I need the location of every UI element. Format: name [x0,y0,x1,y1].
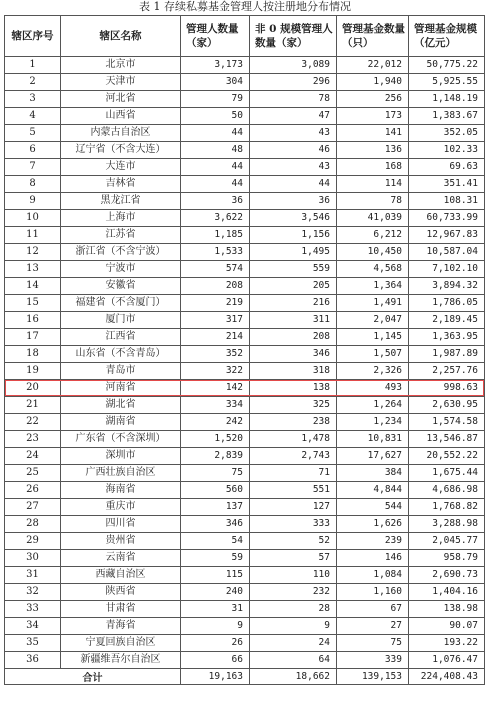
cell-scale: 1,786.05 [409,295,485,312]
cell-funds: 339 [337,652,409,669]
table-row [5,363,485,380]
table-row [5,244,485,261]
cell-region-name: 新疆维吾尔自治区 [61,652,181,669]
cell-non-zero-managers: 64 [250,652,337,669]
cell-funds: 22,012 [337,57,409,74]
cell-scale: 1,076.47 [409,652,485,669]
cell-managers: 50 [181,108,250,125]
cell-managers: 2,839 [181,448,250,465]
cell-region-name: 山东省（不含青岛） [61,346,181,363]
table-row [5,261,485,278]
table-row [5,397,485,414]
table-row [5,465,485,482]
cell-seq: 3 [5,91,61,108]
cell-region-name: 四川省 [61,516,181,533]
table-row [5,380,485,397]
total-managers: 19,163 [181,669,250,685]
cell-seq: 2 [5,74,61,91]
cell-managers: 334 [181,397,250,414]
table-row [5,295,485,312]
cell-region-name: 重庆市 [61,499,181,516]
cell-scale: 1,404.16 [409,584,485,601]
cell-scale: 4,686.98 [409,482,485,499]
table-row [5,584,485,601]
table-row [5,125,485,142]
cell-funds: 1,626 [337,516,409,533]
cell-managers: 1,520 [181,431,250,448]
table-row [5,550,485,567]
cell-seq: 34 [5,618,61,635]
cell-managers: 9 [181,618,250,635]
cell-seq: 32 [5,584,61,601]
cell-managers: 3,173 [181,57,250,74]
cell-seq: 24 [5,448,61,465]
cell-scale: 2,257.76 [409,363,485,380]
table-row [5,142,485,159]
cell-seq: 18 [5,346,61,363]
cell-funds: 1,491 [337,295,409,312]
cell-managers: 115 [181,567,250,584]
cell-scale: 3,288.98 [409,516,485,533]
cell-non-zero-managers: 36 [250,193,337,210]
cell-scale: 998.63 [409,380,485,397]
cell-non-zero-managers: 325 [250,397,337,414]
cell-managers: 75 [181,465,250,482]
cell-scale: 108.31 [409,193,485,210]
cell-non-zero-managers: 43 [250,159,337,176]
cell-managers: 59 [181,550,250,567]
cell-non-zero-managers: 47 [250,108,337,125]
cell-managers: 322 [181,363,250,380]
table-row [5,91,485,108]
cell-managers: 352 [181,346,250,363]
cell-seq: 28 [5,516,61,533]
header-scale: 管理基金规模（亿元） [409,16,485,57]
cell-region-name: 深圳市 [61,448,181,465]
cell-funds: 256 [337,91,409,108]
cell-funds: 1,084 [337,567,409,584]
cell-non-zero-managers: 52 [250,533,337,550]
cell-managers: 54 [181,533,250,550]
cell-funds: 6,212 [337,227,409,244]
cell-managers: 304 [181,74,250,91]
cell-managers: 1,533 [181,244,250,261]
cell-non-zero-managers: 559 [250,261,337,278]
cell-region-name: 西藏自治区 [61,567,181,584]
cell-region-name: 湖北省 [61,397,181,414]
total-row [5,669,485,685]
cell-non-zero-managers: 238 [250,414,337,431]
cell-funds: 4,568 [337,261,409,278]
cell-funds: 239 [337,533,409,550]
cell-seq: 26 [5,482,61,499]
cell-funds: 544 [337,499,409,516]
cell-seq: 20 [5,380,61,397]
cell-region-name: 天津市 [61,74,181,91]
cell-funds: 1,160 [337,584,409,601]
cell-managers: 242 [181,414,250,431]
table-row [5,278,485,295]
total-funds: 139,153 [337,669,409,685]
cell-scale: 50,775.22 [409,57,485,74]
cell-funds: 493 [337,380,409,397]
table-row [5,567,485,584]
cell-non-zero-managers: 311 [250,312,337,329]
cell-non-zero-managers: 3,089 [250,57,337,74]
cell-funds: 1,145 [337,329,409,346]
cell-region-name: 黑龙江省 [61,193,181,210]
cell-scale: 2,045.77 [409,533,485,550]
cell-funds: 1,507 [337,346,409,363]
cell-managers: 66 [181,652,250,669]
cell-seq: 1 [5,57,61,74]
table-row [5,227,485,244]
cell-managers: 79 [181,91,250,108]
cell-non-zero-managers: 208 [250,329,337,346]
cell-region-name: 福建省（不含厦门） [61,295,181,312]
cell-region-name: 河南省 [61,380,181,397]
cell-seq: 31 [5,567,61,584]
cell-scale: 5,925.55 [409,74,485,91]
cell-scale: 138.98 [409,601,485,618]
cell-scale: 1,363.95 [409,329,485,346]
cell-funds: 2,326 [337,363,409,380]
cell-seq: 10 [5,210,61,227]
cell-funds: 10,831 [337,431,409,448]
total-non-zero-managers: 18,662 [250,669,337,685]
cell-managers: 48 [181,142,250,159]
cell-non-zero-managers: 127 [250,499,337,516]
cell-scale: 1,148.19 [409,91,485,108]
cell-region-name: 宁夏回族自治区 [61,635,181,652]
cell-non-zero-managers: 78 [250,91,337,108]
cell-funds: 141 [337,125,409,142]
table-row [5,533,485,550]
cell-region-name: 江西省 [61,329,181,346]
cell-scale: 1,574.58 [409,414,485,431]
cell-scale: 10,587.04 [409,244,485,261]
cell-managers: 31 [181,601,250,618]
cell-seq: 6 [5,142,61,159]
cell-seq: 29 [5,533,61,550]
cell-non-zero-managers: 318 [250,363,337,380]
cell-funds: 2,047 [337,312,409,329]
table-row [5,210,485,227]
cell-non-zero-managers: 551 [250,482,337,499]
cell-region-name: 山西省 [61,108,181,125]
cell-seq: 4 [5,108,61,125]
table-row [5,516,485,533]
header-funds: 管理基金数量（只） [337,16,409,57]
cell-funds: 67 [337,601,409,618]
table-row [5,329,485,346]
cell-region-name: 陕西省 [61,584,181,601]
cell-funds: 1,940 [337,74,409,91]
cell-seq: 9 [5,193,61,210]
header-non-zero-managers: 非 0 规模管理人数量（家） [250,16,337,57]
cell-funds: 4,844 [337,482,409,499]
cell-non-zero-managers: 43 [250,125,337,142]
cell-managers: 346 [181,516,250,533]
cell-funds: 27 [337,618,409,635]
cell-managers: 240 [181,584,250,601]
cell-scale: 12,967.83 [409,227,485,244]
cell-region-name: 浙江省（不含宁波） [61,244,181,261]
cell-region-name: 北京市 [61,57,181,74]
cell-non-zero-managers: 110 [250,567,337,584]
cell-seq: 8 [5,176,61,193]
cell-managers: 3,622 [181,210,250,227]
cell-non-zero-managers: 3,546 [250,210,337,227]
cell-non-zero-managers: 2,743 [250,448,337,465]
table-row [5,176,485,193]
table-row [5,482,485,499]
cell-non-zero-managers: 71 [250,465,337,482]
cell-funds: 78 [337,193,409,210]
cell-seq: 21 [5,397,61,414]
table-row [5,601,485,618]
cell-funds: 1,264 [337,397,409,414]
cell-managers: 26 [181,635,250,652]
cell-scale: 351.41 [409,176,485,193]
cell-scale: 1,675.44 [409,465,485,482]
table-row [5,193,485,210]
cell-non-zero-managers: 9 [250,618,337,635]
cell-region-name: 江苏省 [61,227,181,244]
cell-scale: 1,987.89 [409,346,485,363]
cell-region-name: 湖南省 [61,414,181,431]
cell-region-name: 吉林省 [61,176,181,193]
cell-seq: 25 [5,465,61,482]
cell-managers: 44 [181,125,250,142]
cell-funds: 146 [337,550,409,567]
cell-region-name: 上海市 [61,210,181,227]
cell-managers: 214 [181,329,250,346]
cell-region-name: 河北省 [61,91,181,108]
cell-scale: 1,383.67 [409,108,485,125]
table-row [5,618,485,635]
table-row [5,74,485,91]
cell-seq: 36 [5,652,61,669]
cell-funds: 168 [337,159,409,176]
cell-seq: 35 [5,635,61,652]
cell-scale: 3,894.32 [409,278,485,295]
cell-seq: 22 [5,414,61,431]
cell-seq: 19 [5,363,61,380]
cell-funds: 17,627 [337,448,409,465]
header-row [5,16,485,57]
table-row [5,108,485,125]
cell-managers: 560 [181,482,250,499]
cell-seq: 5 [5,125,61,142]
cell-scale: 7,102.10 [409,261,485,278]
cell-non-zero-managers: 28 [250,601,337,618]
cell-region-name: 辽宁省（不含大连） [61,142,181,159]
table-row [5,652,485,669]
cell-seq: 30 [5,550,61,567]
cell-seq: 27 [5,499,61,516]
total-label: 合计 [5,669,181,685]
cell-region-name: 青岛市 [61,363,181,380]
cell-scale: 13,546.87 [409,431,485,448]
table-row [5,57,485,74]
cell-non-zero-managers: 24 [250,635,337,652]
cell-managers: 44 [181,159,250,176]
cell-scale: 2,189.45 [409,312,485,329]
cell-non-zero-managers: 296 [250,74,337,91]
cell-non-zero-managers: 232 [250,584,337,601]
total-scale: 224,408.43 [409,669,485,685]
cell-scale: 193.22 [409,635,485,652]
cell-non-zero-managers: 1,156 [250,227,337,244]
cell-funds: 41,039 [337,210,409,227]
table-row [5,499,485,516]
cell-seq: 16 [5,312,61,329]
header-managers: 管理人数量（家） [181,16,250,57]
cell-non-zero-managers: 333 [250,516,337,533]
cell-region-name: 宁波市 [61,261,181,278]
cell-managers: 317 [181,312,250,329]
cell-non-zero-managers: 216 [250,295,337,312]
table-row [5,431,485,448]
cell-funds: 1,364 [337,278,409,295]
cell-region-name: 云南省 [61,550,181,567]
cell-scale: 102.33 [409,142,485,159]
cell-managers: 219 [181,295,250,312]
table-row [5,635,485,652]
cell-seq: 15 [5,295,61,312]
cell-seq: 11 [5,227,61,244]
cell-managers: 208 [181,278,250,295]
cell-managers: 137 [181,499,250,516]
cell-managers: 44 [181,176,250,193]
cell-region-name: 甘肃省 [61,601,181,618]
cell-non-zero-managers: 138 [250,380,337,397]
cell-scale: 1,768.82 [409,499,485,516]
header-name: 辖区名称 [61,16,181,57]
cell-funds: 114 [337,176,409,193]
cell-region-name: 厦门市 [61,312,181,329]
cell-funds: 136 [337,142,409,159]
cell-region-name: 海南省 [61,482,181,499]
table-row [5,159,485,176]
table-title: 表 1 存续私募基金管理人按注册地分布情况 [139,0,351,13]
cell-funds: 10,450 [337,244,409,261]
cell-seq: 14 [5,278,61,295]
cell-region-name: 大连市 [61,159,181,176]
cell-non-zero-managers: 1,495 [250,244,337,261]
table-row [5,414,485,431]
cell-scale: 90.07 [409,618,485,635]
cell-funds: 384 [337,465,409,482]
cell-managers: 142 [181,380,250,397]
cell-non-zero-managers: 346 [250,346,337,363]
cell-scale: 958.79 [409,550,485,567]
cell-managers: 574 [181,261,250,278]
cell-non-zero-managers: 46 [250,142,337,159]
table-body [5,57,485,669]
cell-non-zero-managers: 1,478 [250,431,337,448]
cell-region-name: 贵州省 [61,533,181,550]
cell-non-zero-managers: 57 [250,550,337,567]
cell-funds: 75 [337,635,409,652]
cell-scale: 2,630.95 [409,397,485,414]
table-row [5,346,485,363]
table-row [5,312,485,329]
cell-region-name: 内蒙古自治区 [61,125,181,142]
cell-managers: 1,185 [181,227,250,244]
cell-region-name: 青海省 [61,618,181,635]
cell-scale: 2,690.73 [409,567,485,584]
cell-seq: 7 [5,159,61,176]
cell-scale: 352.05 [409,125,485,142]
cell-seq: 12 [5,244,61,261]
cell-funds: 1,234 [337,414,409,431]
cell-scale: 60,733.99 [409,210,485,227]
cell-funds: 173 [337,108,409,125]
cell-scale: 69.63 [409,159,485,176]
cell-seq: 23 [5,431,61,448]
cell-seq: 17 [5,329,61,346]
cell-region-name: 广西壮族自治区 [61,465,181,482]
cell-non-zero-managers: 44 [250,176,337,193]
header-seq: 辖区序号 [5,16,61,57]
cell-scale: 20,552.22 [409,448,485,465]
cell-region-name: 安徽省 [61,278,181,295]
manager-distribution-table [4,15,485,685]
table-row [5,448,485,465]
cell-seq: 13 [5,261,61,278]
cell-non-zero-managers: 205 [250,278,337,295]
cell-seq: 33 [5,601,61,618]
cell-managers: 36 [181,193,250,210]
cell-region-name: 广东省（不含深圳） [61,431,181,448]
